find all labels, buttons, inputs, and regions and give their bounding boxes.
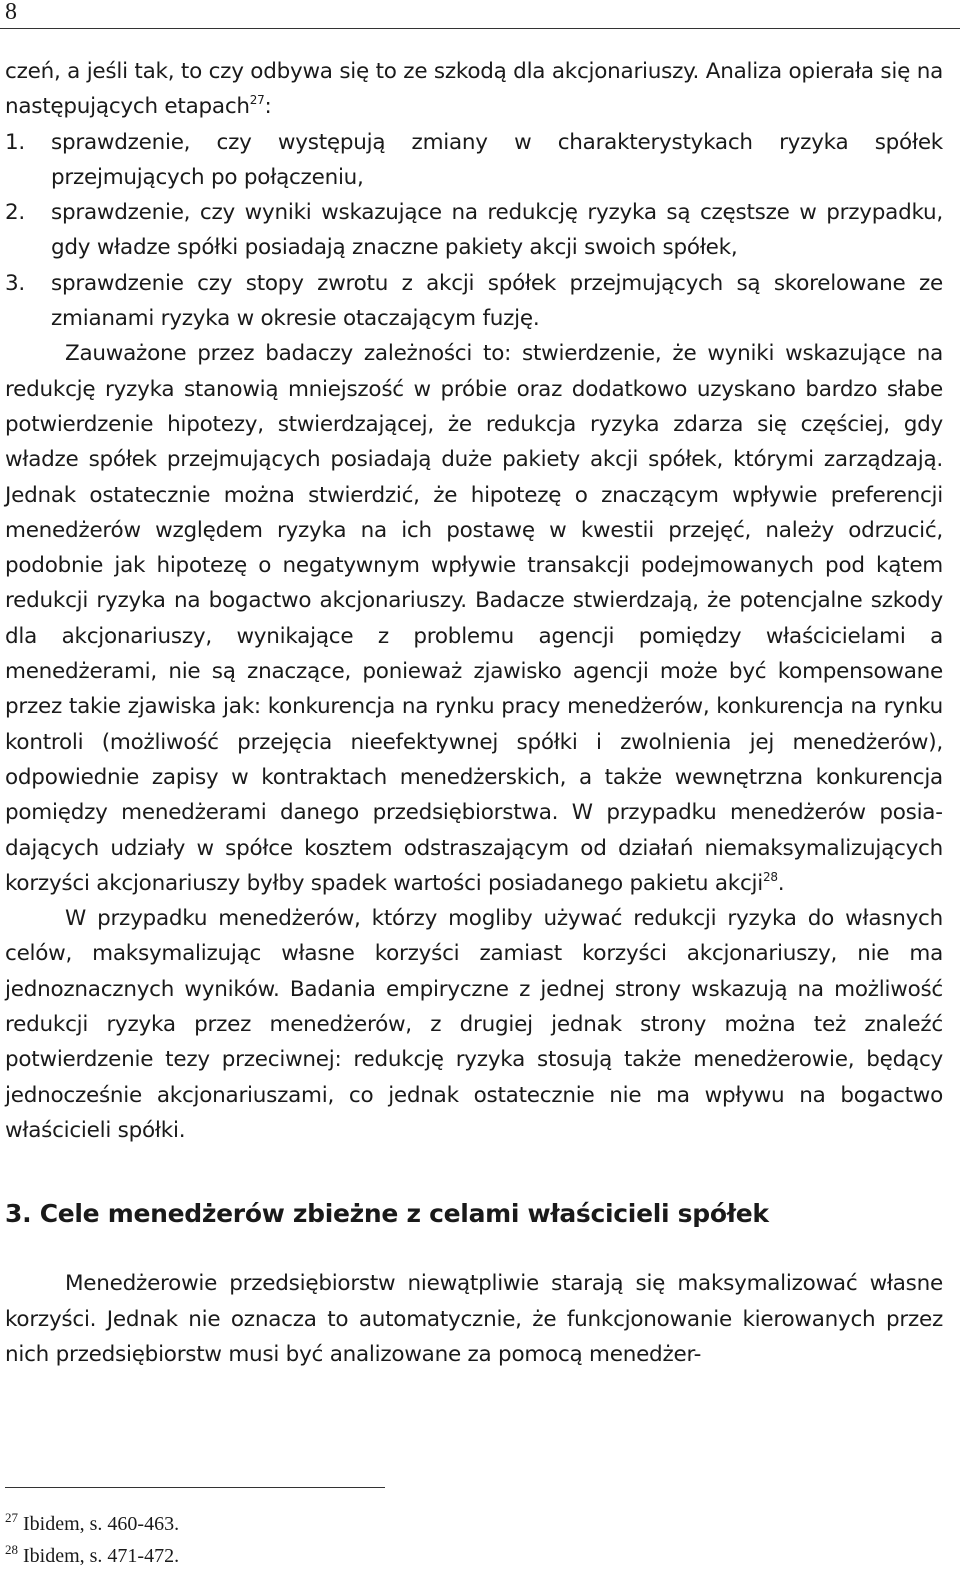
- intro-text-end: :: [264, 94, 272, 120]
- footnote-separator: [5, 1487, 385, 1488]
- footnote-text: Ibidem, s. 471-472.: [23, 1545, 180, 1567]
- intro-text: czeń, a jeśli tak, to czy odbywa się to ze szkodą dla akcjonariuszy. Analiza opierała się na następujących etapach: [5, 59, 943, 120]
- list-text: sprawdzenie czy stopy zwrotu z akcji spółek przejmujących są skorelowane ze zmianami ryzyka w okresie otaczającym fuzję.: [51, 270, 943, 332]
- list-item: [5, 125, 943, 196]
- footnote: [5, 1508, 179, 1540]
- body-paragraph: W przypadku menedżerów, którzy mogliby używać redukcji ryzyka do własnych celów, maksymalizując własne korzyści zamiast korzyści akcjonariuszy, nie ma jednoznacznych wyników. Badania empiryczne z jednej strony wskazują na możliwość redukcji ryzyka przez menedżerów, z drugiej jednak strony można też znaleźć potwierdzenie tezy przeciwnej: redukcję ryzyka stosują także menedżerowie, będący jednocześnie akcjonariuszami, co jednak ostatecznie nie ma wpływu na bogactwo właścicieli spółki.: [5, 906, 943, 1143]
- footnote-text: Ibidem, s. 460-463.: [23, 1513, 180, 1535]
- body-paragraph-end: .: [777, 870, 785, 896]
- list-number: 1.: [5, 129, 26, 155]
- list-number: 2.: [5, 200, 26, 226]
- intro-paragraph: [5, 54, 943, 125]
- list-item: [5, 266, 943, 337]
- footnote-number: 28: [5, 1542, 18, 1557]
- footnote-number: 27: [5, 1510, 18, 1525]
- body-paragraph: [5, 336, 943, 901]
- page-body: [5, 54, 943, 1372]
- list-item: [5, 195, 943, 266]
- footnote-ref-27[interactable]: 27: [249, 93, 265, 108]
- body-paragraph: Menedżerowie przedsiębiorstw niewątpliwie starają się maksymalizować własne korzyści. Jednak nie oznacza to automatycznie, że funkcjonowanie kierowanych przez nich przedsiębiorstw musi być analizowane za pomocą menedżer-: [5, 1271, 943, 1367]
- section-heading: 3. Cele menedżerów zbieżne z celami właścicieli spółek: [5, 1199, 769, 1229]
- list-text: sprawdzenie, czy wyniki wskazujące na redukcję ryzyka są częstsze w przypadku, gdy władze spółki posiadają znaczne pakiety akcji swoich spółek,: [51, 200, 943, 261]
- body-paragraph-text: Zauważone przez badaczy zależności to: stwierdzenie, że wyniki wskazujące na redukcję ryzyka stanowią mniejszość w próbie oraz dodatkowo uzyskano bardzo słabe potwierdzenie hipotezy, stwierdzającej, że redukcja ryzyka zdarza się częściej, gdy władze spółek przejmujących posiadają duże pakiety akcji spółek, którymi zarządzają. Jednak ostatecznie można stwierdzić, że hipotezę o znaczącym wpływie preferencji menedżerów względem ryzyka na ich postawę w kwestii przejęć, należy odrzucić, podobnie jak hipotezę o negatywnym wpływie transakcji podejmowanych pod kątem redukcji ryzyka na bogactwo akcjonariuszy. Badacze stwierdzają, że potencjalne szkody dla akcjonariuszy, wynikające z problemu agencji pomiędzy właścicielami a menedżerami, nie są znaczące, ponieważ zjawisko agencji może być kompensowane przez takie zjawiska jak: konkurencja na rynku pracy menedżerów, konkurencja na rynku kontroli (możliwość przejęcia nieefektywnej spółki i zwolnienia jej menedżerów), odpowiednie zapisy w kontraktach menedżerskich, a także wewnętrzna konkurencja pomiędzy menedżerami danego przedsiębiorstwa. W przypadku menedżerów posiadających udziały w spółce kosztem odstraszającym od działań niemaksymalizujących korzyści akcjonariuszy byłby spadek wartości posiadanego pakietu akcji: [5, 341, 943, 896]
- footnotes: [5, 1508, 179, 1572]
- header-rule: [0, 28, 960, 29]
- list-text: sprawdzenie, czy występują zmiany w charakterystykach ryzyka spółek przejmujących po połączeniu,: [51, 129, 943, 190]
- page-number: 8: [5, 0, 17, 25]
- footnote: [5, 1540, 179, 1572]
- footnote-ref-28[interactable]: 28: [762, 869, 778, 884]
- list-number: 3.: [5, 270, 26, 296]
